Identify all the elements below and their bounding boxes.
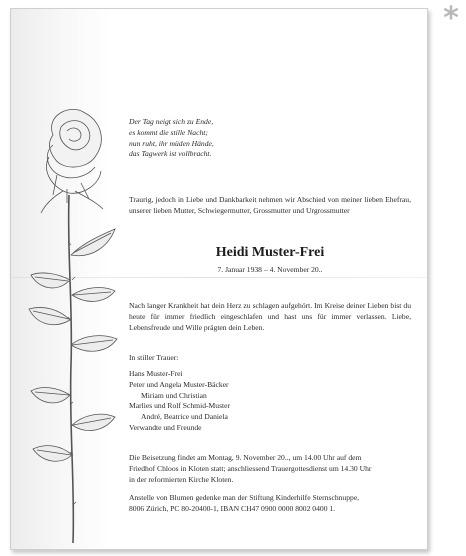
poem [129, 117, 329, 160]
mourner-entry: Peter und Angela Muster-Bäcker [129, 379, 229, 389]
asterisk-icon: * [443, 1, 459, 36]
burial-text [129, 453, 415, 485]
donation-text [129, 493, 415, 515]
mourner-entry: Hans Muster-Frei [129, 369, 183, 378]
burial-line: in der reformierten Kirche Kloten. [129, 474, 234, 484]
life-dates: 7. Januar 1938 – 4. November 20.. [217, 265, 323, 274]
burial-line: Die Beisetzung findet am Montag, 9. November 20.., um 14.00 Uhr auf dem [129, 453, 362, 462]
poem-line: das Tagwerk ist vollbracht. [129, 149, 212, 159]
mourner-entry: Verwandte und Freunde [129, 422, 202, 432]
poem-line: es kommt die stille Nacht; [129, 127, 208, 137]
intro-text: Traurig, jedoch in Liebe und Dankbarkeit nehmen wir Abschied von meiner lieben Ehefrau, unserer lieben Mutter, Schwiegermutter, Grossmutter und Urgrossmutter [129, 195, 411, 215]
donation-line: Anstelle von Blumen gedenke man der Stiftung Kinderhilfe Sternschnuppe, [129, 493, 360, 502]
poem-line: nun ruht, ihr müden Hände, [129, 138, 214, 148]
poem-line: Der Tag neigt sich zu Ende, [129, 117, 214, 126]
illness-text: Nach langer Krankheit hat dein Herz zu schlagen aufgehört. Im Kreise deiner Lieben bist du heute für immer friedlich eingeschlafen und hast uns für immer verlassen. Liebe, Lebensfreude und Wille prägten dein Leben. [129, 301, 411, 332]
mourning-heading: In stiller Trauer: [129, 353, 179, 362]
donation-line: 8006 Zürich, PC 80-20400-1, IBAN CH47 0900 0000 8002 0400 1. [129, 503, 336, 513]
mourner-entry: Marlies und Rolf Schmid-Muster [129, 401, 231, 411]
burial-line: Friedhof Chloos in Kloten statt; anschliessend Trauergottesdienst um 14.30 Uhr [129, 463, 372, 473]
mourner-entry: André, Beatrice und Daniela [141, 412, 228, 422]
mourner-entry: Miriam und Christian [141, 390, 207, 400]
mourners-list [129, 369, 411, 434]
deceased-name: Heidi Muster-Frei [215, 245, 325, 260]
rose-illustration [23, 105, 131, 545]
obituary-card [10, 8, 428, 550]
